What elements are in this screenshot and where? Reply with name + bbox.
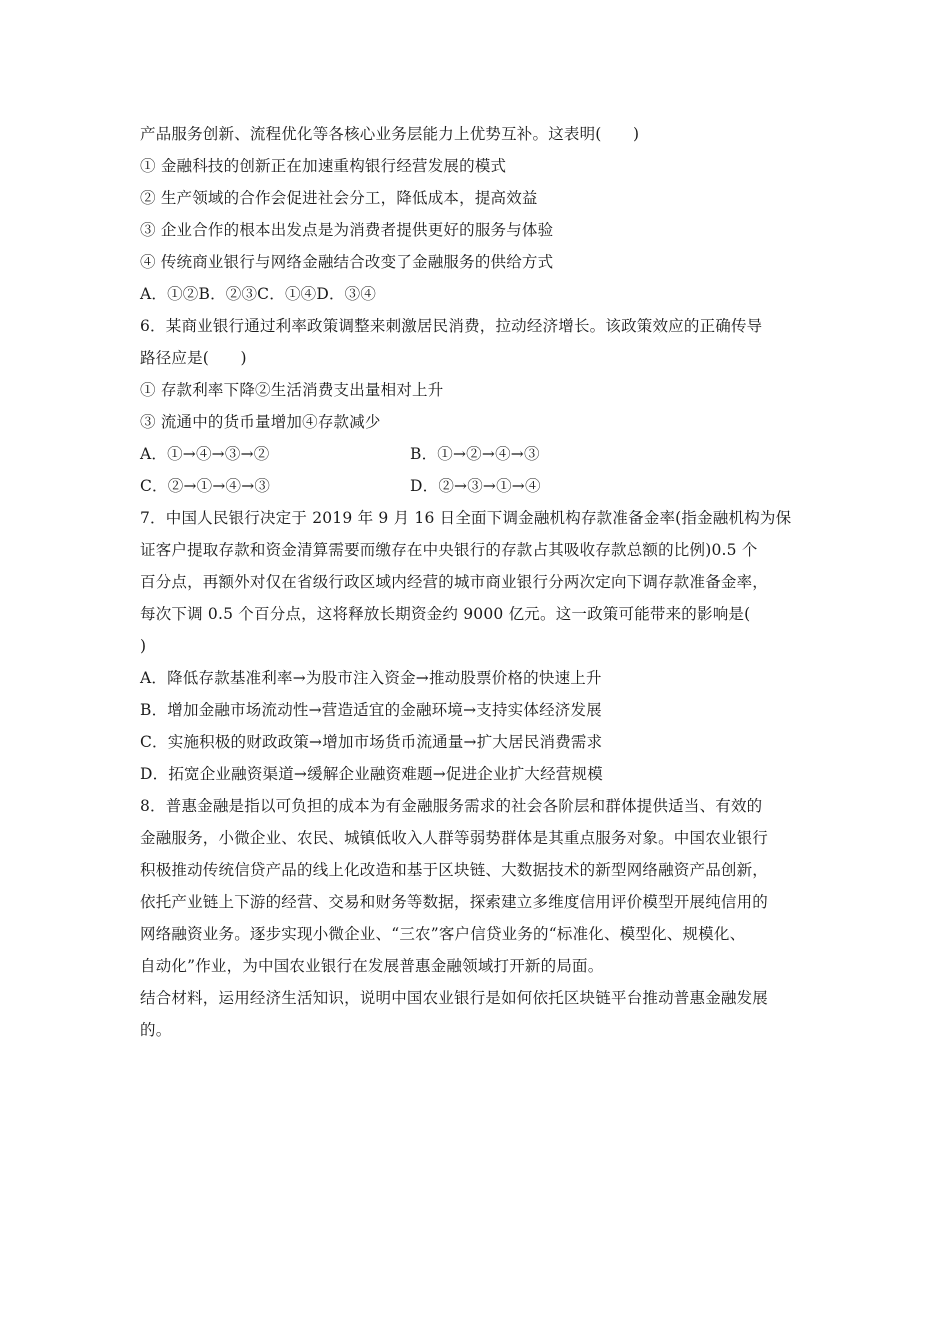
question-6 — [140, 310, 812, 502]
question-6-options-row-1 — [140, 438, 812, 470]
question-7-option-a: A．降低存款基准利率→为股市注入资金→推动股票价格的快速上升 — [140, 669, 602, 687]
question-5-statement-3: ③ 企业合作的根本出发点是为消费者提供更好的服务与体验 — [140, 221, 554, 239]
question-6-stem-line-1: 6．某商业银行通过利率政策调整来刺激居民消费，拉动经济增长。该政策效应的正确传导 — [140, 317, 763, 335]
question-8-material-line-3: 积极推动传统信贷产品的线上化改造和基于区块链、大数据技术的新型网络融资产品创新， — [140, 861, 769, 879]
question-7-option-b: B．增加金融市场流动性→营造适宜的金融环境→支持实体经济发展 — [140, 701, 602, 719]
document-page — [140, 118, 812, 1046]
question-6-options-row-2 — [140, 470, 812, 502]
question-7-stem-line-1: 7．中国人民银行决定于 2019 年 9 月 16 日全面下调金融机构存款准备金率(指金融机构为保 — [140, 509, 792, 527]
question-7-stem-line-5: ) — [140, 637, 147, 655]
question-6-option-b: B．①→②→④→③ — [410, 445, 540, 463]
question-5 — [140, 118, 812, 310]
question-7-option-c: C．实施积极的财政政策→增加市场货币流通量→扩大居民消费需求 — [140, 733, 603, 751]
question-6-statements-line-2: ③ 流通中的货币量增加④存款减少 — [140, 413, 381, 431]
question-8 — [140, 790, 812, 1046]
question-7-option-d: D．拓宽企业融资渠道→缓解企业融资难题→促进企业扩大经营规模 — [140, 765, 603, 783]
question-8-material-line-1: 8．普惠金融是指以可负担的成本为有金融服务需求的社会各阶层和群体提供适当、有效的 — [140, 797, 763, 815]
question-7 — [140, 502, 812, 790]
question-6-statements-line-1: ① 存款利率下降②生活消费支出量相对上升 — [140, 381, 444, 399]
question-7-stem-line-2: 证客户提取存款和资金清算需要而缴存在中央银行的存款占其吸收存款总额的比例)0.5 个 — [140, 541, 758, 559]
question-7-stem-line-4: 每次下调 0.5 个百分点，这将释放长期资金约 9000 亿元。这一政策可能带来的影响是( — [140, 605, 751, 623]
question-8-question-line-2: 的。 — [140, 1021, 172, 1039]
question-5-stem: 产品服务创新、流程优化等各核心业务层能力上优势互补。这表明( ) — [140, 125, 640, 143]
question-6-option-d: D．②→③→①→④ — [410, 477, 541, 495]
question-5-statement-2: ② 生产领域的合作会促进社会分工，降低成本，提高效益 — [140, 189, 538, 207]
question-5-options: A．①②B．②③C．①④D．③④ — [140, 285, 377, 303]
question-6-option-a: A．①→④→③→② — [140, 445, 270, 463]
question-8-material-line-5: 网络融资业务。逐步实现小微企业、“三农”客户信贷业务的“标准化、模型化、规模化、 — [140, 925, 746, 943]
question-8-material-line-6: 自动化”作业，为中国农业银行在发展普惠金融领域打开新的局面。 — [140, 957, 604, 975]
question-5-statement-1: ① 金融科技的创新正在加速重构银行经营发展的模式 — [140, 157, 507, 175]
question-6-option-c: C．②→①→④→③ — [140, 477, 271, 495]
question-6-stem-line-2: 路径应是( ) — [140, 349, 247, 367]
question-8-material-line-2: 金融服务，小微企业、农民、城镇低收入人群等弱势群体是其重点服务对象。中国农业银行 — [140, 829, 769, 847]
question-5-statement-4: ④ 传统商业银行与网络金融结合改变了金融服务的供给方式 — [140, 253, 554, 271]
question-8-material-line-4: 依托产业链上下游的经营、交易和财务等数据，探索建立多维度信用评价模型开展纯信用的 — [140, 893, 769, 911]
question-8-question-line-1: 结合材料，运用经济生活知识，说明中国农业银行是如何依托区块链平台推动普惠金融发展 — [140, 989, 769, 1007]
question-7-stem-line-3: 百分点，再额外对仅在省级行政区域内经营的城市商业银行分两次定向下调存款准备金率， — [140, 573, 769, 591]
